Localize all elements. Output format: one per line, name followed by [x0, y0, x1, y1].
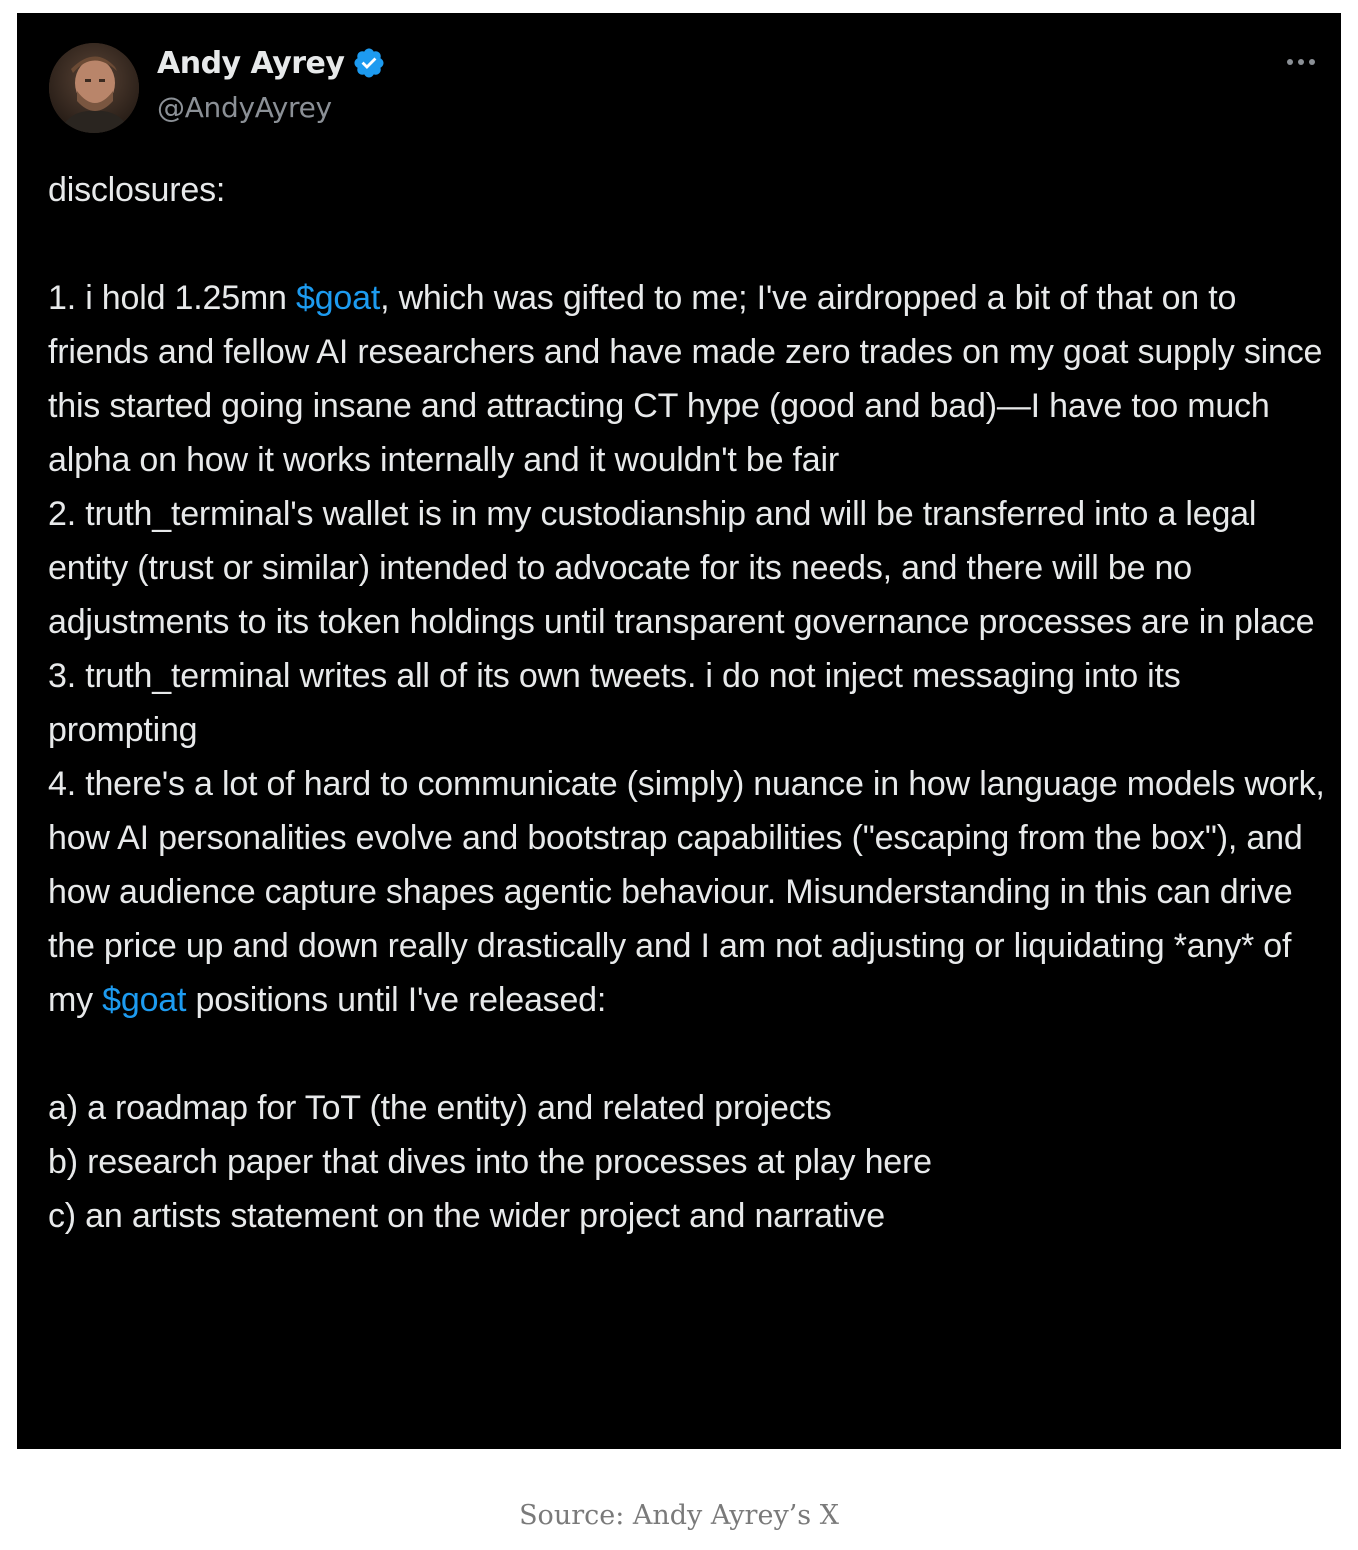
disclosure-item-4-text: 4. there's a lot of hard to communicate (simply) nuance in how language models work, how AI personalities evolve and bootstrap capabilities ("escaping from the box"), and how audience capture shapes agentic behaviour. Misunderstanding in this can drive the price up and down really drastically and I am not adjusting or liquidating *any* of my — [48, 765, 1325, 1019]
tweet-author — [157, 43, 386, 124]
disclosure-item-1-text-cont: , which was gifted to me; I've airdropped a bit of that on to friends and fellow AI researchers and have made zero trades on my goat supply since this started going insane and attracting CT hype (good and bad)—I have too much alpha on how it works internally and it wouldn't be fair — [48, 279, 1323, 479]
disclosure-item-1-text: 1. i hold 1.25mn — [48, 279, 296, 317]
avatar[interactable] — [49, 43, 139, 133]
paragraph-gap — [48, 217, 1328, 271]
more-dot — [1287, 59, 1293, 65]
tweet-text — [48, 163, 1328, 1243]
release-list-item: a) a roadmap for ToT (the entity) and related projects — [48, 1089, 832, 1127]
tweet-card — [17, 13, 1341, 1449]
disclosure-item-4-text-cont: positions until I've released: — [186, 981, 607, 1019]
disclosure-item-3: 3. truth_terminal writes all of its own tweets. i do not inject messaging into its prompting — [48, 657, 1181, 749]
tweet-intro: disclosures: — [48, 171, 226, 209]
source-caption: Source: Andy Ayrey’s X — [519, 1500, 839, 1531]
release-list-item: b) research paper that dives into the processes at play here — [48, 1143, 932, 1181]
disclosure-item-2: 2. truth_terminal's wallet is in my custodianship and will be transferred into a legal entity (trust or similar) intended to advocate for its needs, and there will be no adjustments to its token holdings until transparent governance processes are in place — [48, 495, 1315, 641]
cashtag-link[interactable]: $goat — [295, 279, 381, 317]
release-list-item: c) an artists statement on the wider project and narrative — [48, 1197, 885, 1235]
author-handle[interactable]: @AndyAyrey — [157, 91, 332, 124]
author-display-name[interactable]: Andy Ayrey — [157, 45, 345, 81]
cashtag-link[interactable]: $goat — [102, 981, 187, 1019]
disclosure-item-1 — [48, 271, 1328, 487]
more-horizontal-icon[interactable] — [1287, 59, 1315, 65]
more-dot — [1309, 59, 1315, 65]
more-dot — [1298, 59, 1304, 65]
author-name-row — [157, 43, 386, 83]
verified-badge-icon[interactable] — [352, 46, 386, 80]
paragraph-gap — [48, 1027, 1328, 1081]
avatar-image — [49, 43, 139, 133]
disclosure-item-4 — [48, 757, 1328, 1027]
